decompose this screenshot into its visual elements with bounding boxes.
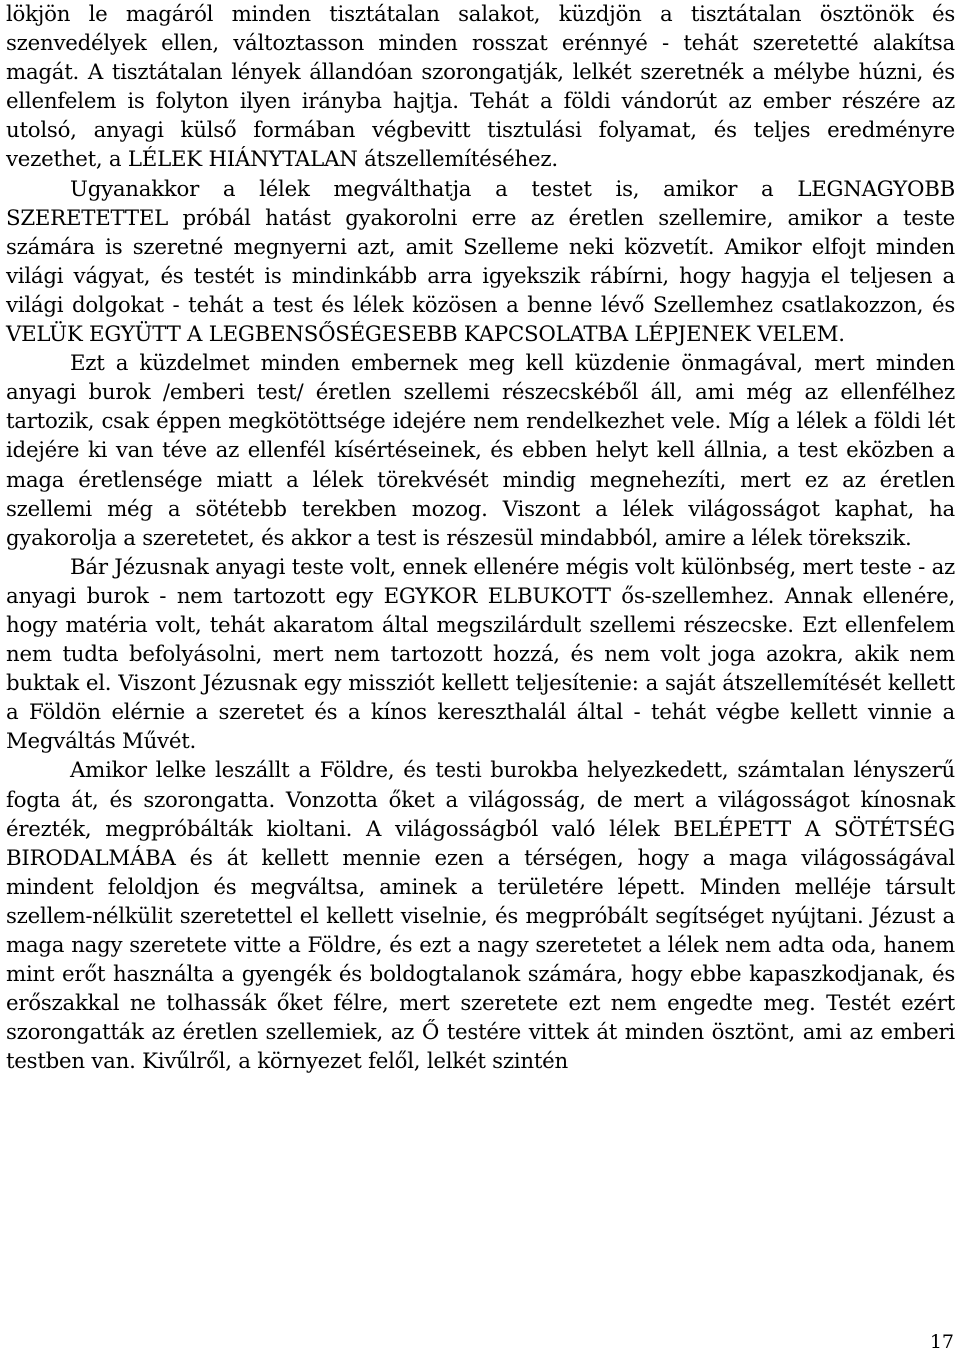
paragraph-descent: Amikor lelke leszállt a Földre, és testi burokba helyezkedett, számtalan lényszerű fogta át, és szorongatta. Vonzotta őket a világosság, de mert a világosságot kínosnak érezték, megpróbálták kioltani. A világosságból való lélek BELÉPETT A SÖTÉTSÉG BIRODALMÁBA és át kellett mennie ezen a térségen, hogy a maga világosságával mindent feloldjon és megváltsa, aminek a területére lépett. Minden melléje társult szellem-nélkülit szeretettel el kellett viselnie, és megpróbált segítséget nyújtani. Jézust a maga nagy szeretete vitte a Földre, és ezt a nagy szeretetet a lélek nem adta oda, hanem mint erőt használta a gyengék és boldogtalanok számára, hogy ebbe kapaszkodjanak, és erőszakkal ne tolhassák őket félre, mert szeretete ezt nem engedte meg. Testét ezért szorongatták az éretlen szellemiek, az Ő testére vittek át minden ösztönt, ami az emberi testben van. Kivűlről, a környezet felől, lelkét szintén [6, 758, 955, 1075]
paragraph-jesus-body: Bár Jézusnak anyagi teste volt, ennek ellenére mégis volt különbség, mert teste - az anyagi burok - nem tartozott egy EGYKOR ELBUKOTT ős-szellemhez. Annak ellenére, hogy matéria volt, tehát akaratom által megszilárdult szellemi részecske. Ezt ellenfelem nem tudta befolyásolni, mert nem tartozott hozzá, és nem volt joga azokra, akik nem buktak el. Viszont Jézusnak egy missziót kellett teljesítenie: a saját átszellemítését kellett a Földön elérnie a szeretet és a kínos kereszthalál által - tehát végbe kellett vinnie a Megváltás Művét. [6, 554, 956, 755]
document-page [6, 0, 955, 1076]
page-number: 17 [929, 1331, 954, 1353]
paragraph-continuation: lökjön le magáról minden tisztátalan salakot, küzdjön a tisztátalan ösztönök és szenvedélyek ellen, változtasson minden rosszat erénnyé - tehát szeretetté alakítsa magát. A tisztátalan lények állandóan szorongatják, lelkét szeretnék a mélybe húzni, és ellenfelem is folyton ilyen irányba hajtja. Tehát a földi vándorút az ember részére az utolsó, anyagi külső formában végbevitt tisztulási folyamat, és teljes eredményre vezethet, a LÉLEK HIÁNYTALAN átszellemítéséhez. [6, 2, 955, 173]
paragraph-soul-redemption: Ugyanakkor a lélek megválthatja a testet is, amikor a LEGNAGYOBB SZERETETTEL próbál hatást gyakorolni erre az éretlen szellemire, amikor a teste számára is szeretné megnyerni azt, amit Szelleme neki közvetít. Amikor elfojt minden világi vágyat, és testét is mindinkább arra igyekszik rábírni, hogy hagyja el teljesen a világi dolgokat - tehát a test és lélek közösen a benne lévő Szellemhez csatlakozzon, és VELÜK EGYÜTT A LEGBENSŐSÉGESEBB KAPCSOLATBA LÉPJENEK VELEM. [6, 176, 955, 348]
paragraph-struggle: Ezt a küzdelmet minden embernek meg kell küzdenie önmagával, mert minden anyagi burok /emberi test/ éretlen szellemi részecskéből áll, ami még az ellenfélhez tartozik, csak éppen megkötöttsége idejére nem rendelkezhet vele. Míg a lélek a földi lét idejére ki van téve az ellenfél kísértéseinek, és ebben helyt kell állnia, a test eközben a maga éretlensége miatt a lélek törekvését mindig megnehezíti, mert ez az éretlen szellemi még a sötétebb terekben mozog. Viszont a lélek világosságot kaphat, ha gyakorolja a szeretetet, és akkor a test is részesül mindabból, amire a lélek törekszik. [6, 351, 955, 551]
